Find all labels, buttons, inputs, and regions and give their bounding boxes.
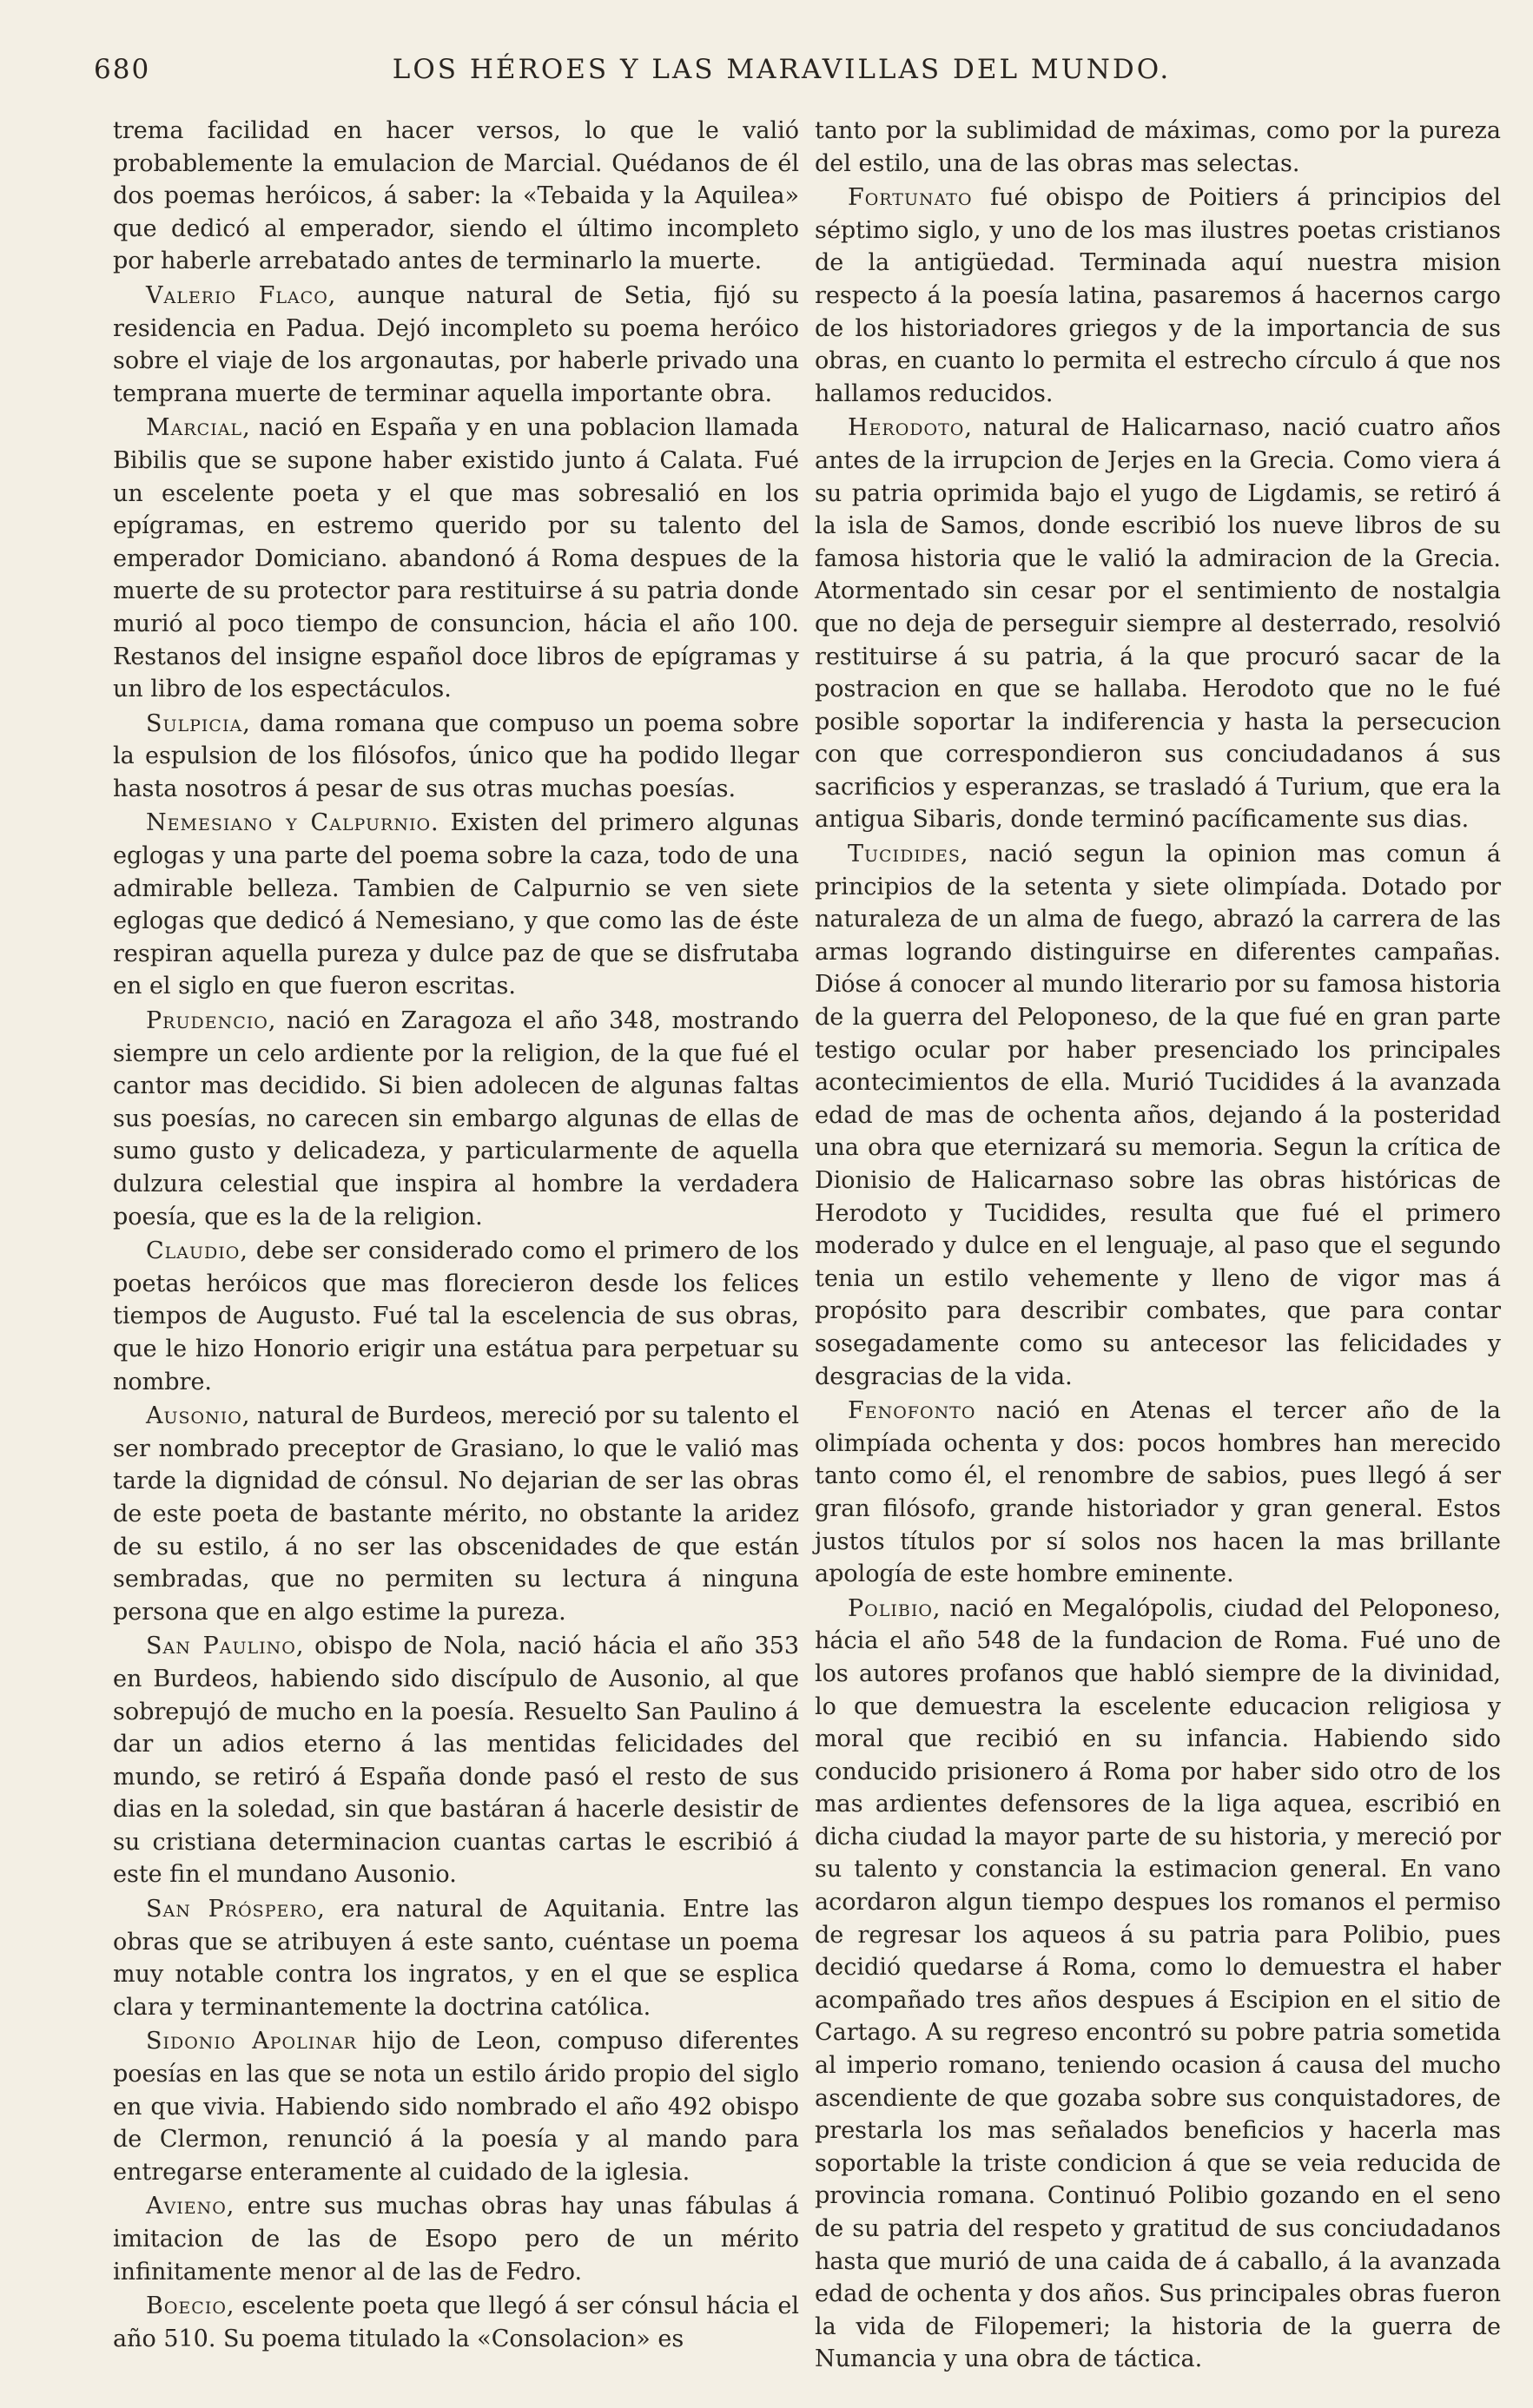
paragraph-text: , nació en Megalópolis, ciudad del Peloponeso, hácia el año 548 de la fundacion de Roma. Fué uno de los autores profanos que habló siempre de la divinidad, lo que demuestra la escelente educacion religiosa y moral que recibió en su infancia. Habiendo sido conducido prisionero á Roma por haber sido otro de los mas ardientes defensores de la liga aquea, escribió en dicha ciudad la mayor parte de su historia, y mereció por su talento y constancia la estimacion general. En vano acordaron algun tiempo despues los romanos el permiso de regresar los aqueos á su patria para Polibio, pues decidió quedarse á Roma, como lo demuestra el haber acompañado tres años despues á Escipion en el sitio de Cartago. A su regreso encontró su pobre patria sometida al imperio romano, teniendo ocasion á causa del mucho ascendiente de que gozaba sobre sus conquistadores, de prestarla los mas señalados beneficios y hacerla mas soportable la triste condicion á que se veia reducida de provincia romana. Continuó Polibio gozando en el seno de su patria del respeto y gratitud de sus conciudadanos hasta que murió de una caida de á caballo, á la avanzada edad de ochenta y dos años. Sus principales obras fueron la vida de Filopemeri; la historia de la guerra de Numancia y una obra de táctica. bbox=[815, 1594, 1501, 2373]
author-name: Sulpicia bbox=[146, 709, 243, 737]
author-name: Fortunato bbox=[848, 184, 973, 212]
paragraph bbox=[113, 807, 799, 1003]
author-name: Claudio bbox=[146, 1237, 241, 1265]
author-name: Ausonio bbox=[146, 1402, 242, 1430]
paragraph-text: , nació segun la opinion mas comun á principios de la setenta y siete olimpíada. Dotado por naturaleza de un alma de fuego, abrazó la carrera de las armas logrando distinguirse en diferentes campañas. Dióse á conocer al mundo literario por su famosa historia de la guerra del Peloponeso, de la que fué en gran parte testigo ocular por haber presenciado los principales acontecimientos de ella. Murió Tucidides á la avanzada edad de mas de ochenta años, dejando á la posteridad una obra que eternizará su memoria. Segun la crítica de Dionisio de Halicarnaso sobre las obras históricas de Herodoto y Tucidides, resulta que fué el primero moderado y dulce en el lenguaje, al paso que el segundo tenia un estilo vehemente y lleno de vigor mas á propósito para describir combates, que para contar sosegadamente como su antecesor las felicidades y desgracias de la vida. bbox=[815, 841, 1501, 1390]
page-header bbox=[87, 54, 1477, 94]
author-name: Marcial bbox=[146, 414, 243, 442]
paragraph bbox=[113, 280, 799, 410]
paragraph-text: , natural de Halicarnaso, nació cuatro años antes de la irrupcion de Jerjes en la Grecia. Como viera á su patria oprimida bajo el yugo de Ligdamis, se retiró á la isla de Samos, donde escribió los nueve libros de su famosa historia que le valió la admiracion de la Grecia. Atormentado sin cesar por el sentimiento de nostalgia que no deja de perseguir siempre al desterrado, resolvió restituirse á su patria, á la que procuró sacar de la postracion en que se hallaba. Herodoto que no le fué posible soportar la indiferencia y hasta la persecucion con que correspondieron sus conciudadanos á sus sacrificios y esperanzas, se trasladó á Turium, que era la antigua Sibaris, donde terminó pacíficamente sus dias. bbox=[815, 414, 1501, 834]
author-name: Valerio Flaco bbox=[146, 281, 328, 309]
paragraph-text: , debe ser considerado como el primero de los poetas heróicos que mas florecieron desde los felices tiempos de Augusto. Fué tal la escelencia de sus obras, que le hizo Honorio erigir una estátua para perpetuar su nombre. bbox=[113, 1237, 799, 1395]
paragraph bbox=[113, 2025, 799, 2188]
paragraph-text: , entre sus muchas obras hay unas fábulas á imitacion de las de Esopo pero de un mérito infinitamente menor al de las de Fedro. bbox=[113, 2193, 799, 2286]
paragraph bbox=[113, 1893, 799, 2023]
paragraph bbox=[113, 2290, 799, 2355]
paragraph-text: , natural de Burdeos, mereció por su talento el ser nombrado preceptor de Grasiano, lo que le valió mas tarde la dignidad de cónsul. No dejarian de ser las obras de este poeta de bastante mérito, no obstante la aridez de su estilo, á no ser las obscenidades de que están sembradas, que no permiten su lectura á ninguna persona que en algo estime la pureza. bbox=[113, 1402, 799, 1626]
paragraph bbox=[815, 412, 1501, 836]
author-name: Boecio bbox=[146, 2293, 227, 2320]
paragraph-text: , era natural de Aquitania. Entre las obras que se atribuyen á este santo, cuéntase un poema muy notable contra los ingratos, y en el que se esplica clara y terminantemente la doctrina católica. bbox=[113, 1896, 799, 2021]
left-column bbox=[113, 115, 799, 2357]
paragraph-text: tanto por la sublimidad de máximas, como por la pureza del estilo, una de las obras mas selectas. bbox=[815, 117, 1501, 177]
author-name: Herodoto bbox=[848, 414, 965, 442]
paragraph-text: , obispo de Nola, nació hácia el año 353 en Burdeos, habiendo sido discípulo de Ausonio, al que sobrepujó de mucho en la poesía. Resuelto San Paulino á dar un adios eterno á las mentidas felicidades del mundo, se retiró á España donde pasó el resto de sus dias en la soledad, sin que bastáran á hacerle desistir de su cristiana determinacion cuantas cartas le escribió á este fin el mundano Ausonio. bbox=[113, 1633, 800, 1889]
author-name: Avieno bbox=[146, 2193, 227, 2220]
paragraph-text: , nació en Zaragoza el año 348, mostrando siempre un celo ardiente por la religion, de la que fué el cantor mas decidido. Si bien adolecen de algunas faltas sus poesías, no carecen sin embargo algunas de ellas de sumo gusto y delicadeza, y particularmente de aquella dulzura celestial que inspira al hombre la verdadera poesía, que es la de la religion. bbox=[113, 1007, 799, 1230]
paragraph bbox=[815, 838, 1501, 1393]
paragraph bbox=[113, 1400, 799, 1628]
paragraph-text: , aunque natural de Setia, fijó su residencia en Padua. Dejó incompleto su poema heróico sobre el viaje de los argonautas, por haberle privado una temprana muerte de terminar aquella importante obra. bbox=[113, 281, 799, 407]
paragraph-text: trema facilidad en hacer versos, lo que le valió probablemente la emulacion de Marcial. Quédanos de él dos poemas heróicos, á saber: la «Tebaida y la Aquilea» que dedicó al emperador, siendo el último incompleto por haberle arrebatado antes de terminarlo la muerte. bbox=[113, 117, 799, 275]
paragraph bbox=[113, 1630, 799, 1891]
author-name: Tucidides bbox=[848, 841, 961, 868]
paragraph bbox=[113, 708, 799, 806]
paragraph-text: hijo de Leon, compuso diferentes poesías en las que se nota un estilo árido propio del siglo en que vivia. Habiendo sido nombrado el año 492 obispo de Clermon, renunció á la poesía y al mando para entregarse enteramente al cuidado de la iglesia. bbox=[113, 2028, 799, 2186]
paragraph bbox=[815, 181, 1501, 410]
page-number: 680 bbox=[94, 54, 151, 85]
paragraph bbox=[113, 412, 799, 705]
paragraph bbox=[815, 115, 1501, 180]
paragraph bbox=[113, 2190, 799, 2288]
paragraph-text: , dama romana que compuso un poema sobre la espulsion de los filósofos, único que ha podido llegar hasta nosotros á pesar de sus otras muchas poesías. bbox=[113, 709, 799, 802]
author-name: Fenofonto bbox=[848, 1397, 976, 1425]
author-name: San Próspero bbox=[146, 1896, 318, 1923]
author-name: Prudencio bbox=[146, 1007, 268, 1035]
paragraph-text: nació en Atenas el tercer año de la olimpíada ochenta y dos: pocos hombres han merecido tanto como él, el renombre de sabios, pues llegó á ser gran filósofo, grande historiador y gran general. Estos justos títulos por sí solos nos hacen la mas brillante apología de este hombre eminente. bbox=[815, 1397, 1501, 1588]
paragraph bbox=[815, 1593, 1501, 2376]
author-name: San Paulino bbox=[146, 1633, 296, 1660]
paragraph-text: , escelente poeta que llegó á ser cónsul hácia el año 510. Su poema titulado la «Consolacion» es bbox=[113, 2293, 799, 2352]
author-name: Sidonio Apolinar bbox=[146, 2028, 357, 2055]
paragraph bbox=[113, 1005, 799, 1233]
paragraph bbox=[113, 1235, 799, 1398]
paragraph-text: fué obispo de Poitiers á principios del séptimo siglo, y uno de los mas ilustres poetas cristianos de la antigüedad. Terminada aquí nuestra mision respecto á la poesía latina, pasaremos á hacernos cargo de los historiadores griegos y de la importancia de sus obras, en cuanto lo permita el estrecho círculo á que nos hallamos reducidos. bbox=[815, 184, 1501, 407]
paragraph-text: . Existen del primero algunas eglogas y una parte del poema sobre la caza, todo de una admirable belleza. Tambien de Calpurnio se ven siete eglogas que dedicó á Nemesiano, y que como las de éste respiran aquella pureza y dulce paz de que se disfrutaba en el siglo en que fueron escritas. bbox=[113, 809, 799, 1000]
author-name: Polibio bbox=[848, 1594, 933, 1622]
paragraph bbox=[815, 1395, 1501, 1591]
paragraph-text: , nació en España y en una poblacion llamada Bibilis que se supone haber existido junto á Calata. Fué un escelente poeta y el que mas sobresalió en los epígramas, en estremo querido por su talento del emperador Domiciano. abandonó á Roma despues de la muerte de su protector para restituirse á su patria donde murió al poco tiempo de consuncion, hácia el año 100. Restanos del insigne español doce libros de epígramas y un libro de los espectáculos. bbox=[113, 414, 799, 703]
author-name: Nemesiano y Calpurnio bbox=[146, 809, 432, 837]
paragraph bbox=[113, 115, 799, 278]
running-title: LOS HÉROES Y LAS MARAVILLAS DEL MUNDO. bbox=[392, 54, 1172, 85]
right-column bbox=[815, 115, 1501, 2378]
